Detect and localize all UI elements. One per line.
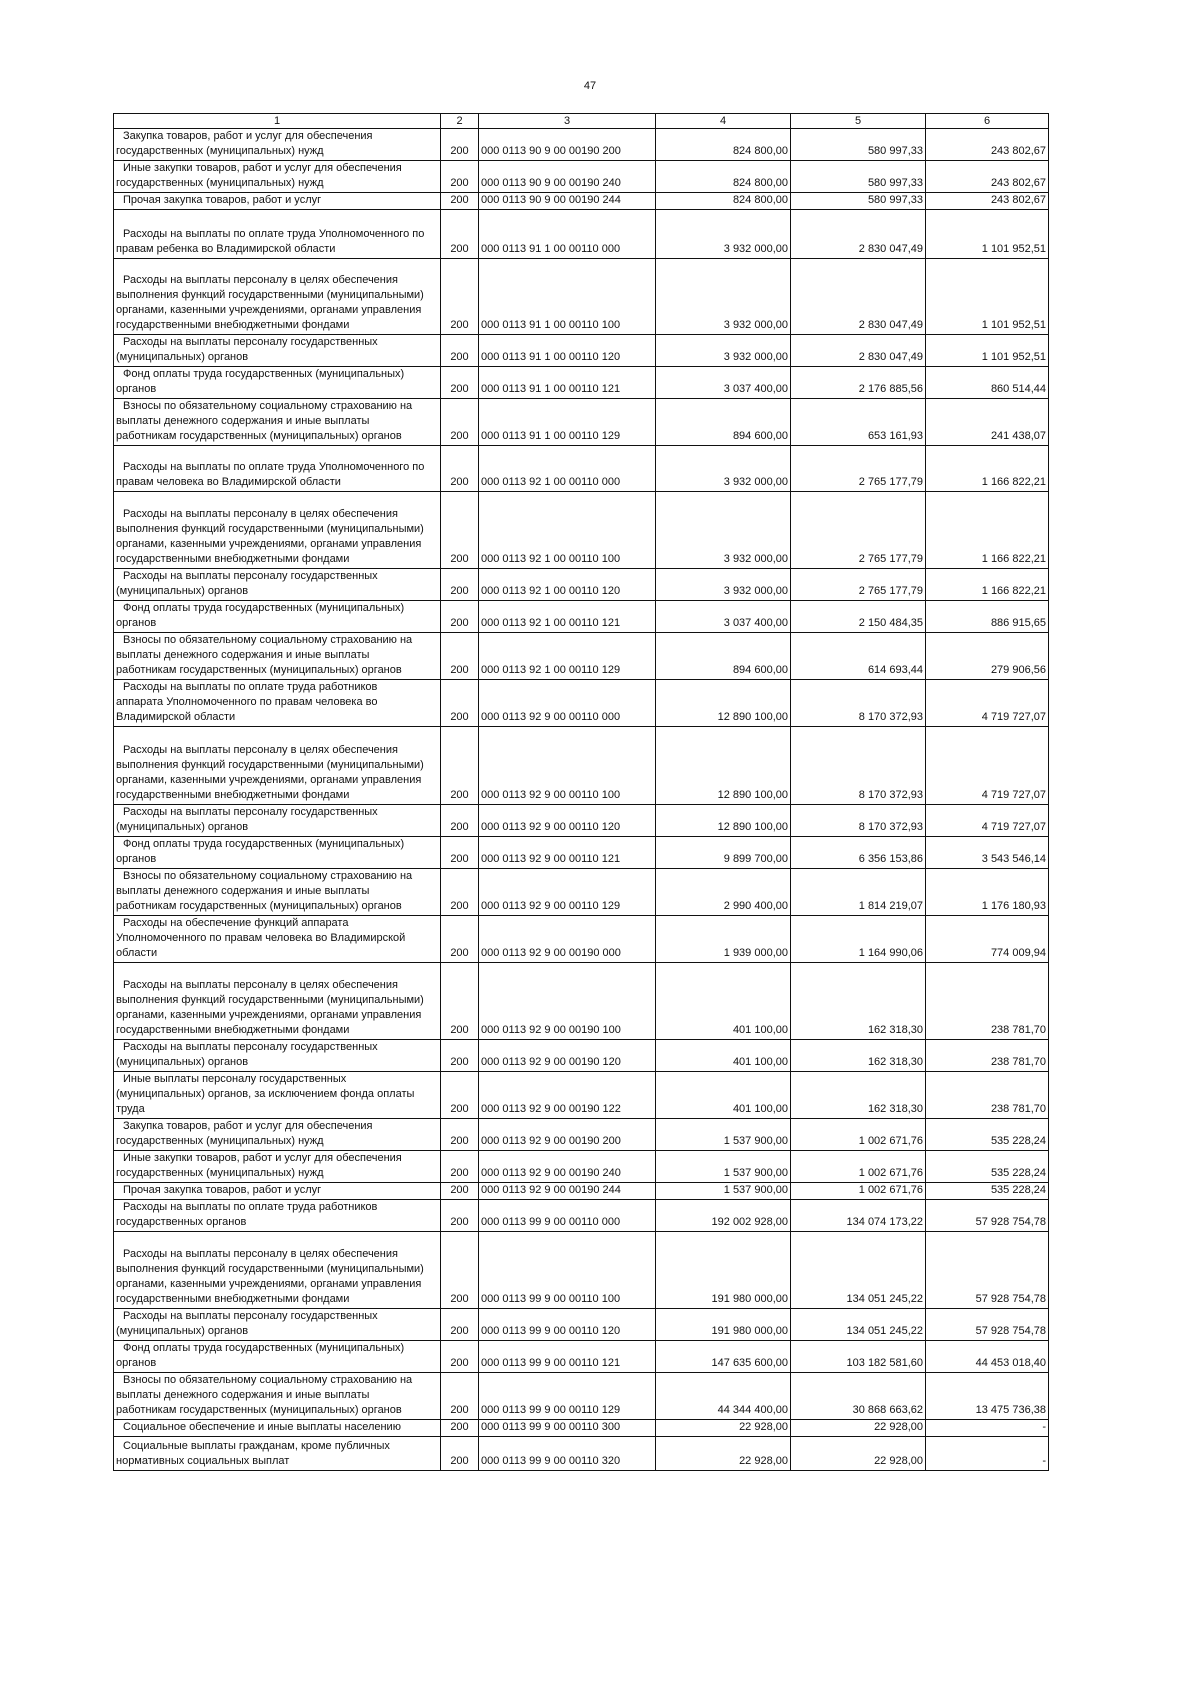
row-name-cell: Расходы на выплаты персоналу в целях обеспечения выполнения функций государственными (муниципальными) органами, казенными учреждениями, органами управления государственными внебюджетными фондами	[114, 492, 441, 569]
row-name-cell: Расходы на выплаты персоналу в целях обеспечения выполнения функций государственными (муниципальными) органами, казенными учреждениями, органами управления государственными внебюджетными фондами	[114, 727, 441, 805]
row-line-code-cell: 200	[441, 446, 479, 492]
row-classification-code-cell: 000 0113 92 9 00 00110 121	[479, 837, 656, 869]
row-classification-code-cell: 000 0113 92 9 00 00110 129	[479, 869, 656, 916]
page-number: 47	[583, 80, 597, 92]
row-col4-value: 1 537 900,00	[656, 1183, 791, 1200]
row-classification-code-cell: 000 0113 99 9 00 00110 300	[479, 1420, 656, 1437]
row-classification-code-cell: 000 0113 99 9 00 00110 100	[479, 1232, 656, 1309]
row-classification-code-cell: 000 0113 92 1 00 00110 000	[479, 446, 656, 492]
row-name-cell: Фонд оплаты труда государственных (муниципальных) органов	[114, 837, 441, 869]
row-col4-value: 12 890 100,00	[656, 680, 791, 727]
row-classification-code-cell: 000 0113 92 9 00 00110 000	[479, 680, 656, 727]
row-col5-value: 2 765 177,79	[791, 492, 926, 569]
row-col6-value: 774 009,94	[926, 916, 1049, 963]
row-col6-value: 535 228,24	[926, 1119, 1049, 1151]
row-line-code-cell: 200	[441, 492, 479, 569]
row-col5-value: 2 765 177,79	[791, 569, 926, 601]
row-col4-value: 22 928,00	[656, 1437, 791, 1471]
row-line-code-cell: 200	[441, 1040, 479, 1072]
row-col4-value: 824 800,00	[656, 161, 791, 193]
row-col5-value: 614 693,44	[791, 633, 926, 680]
row-col5-value: 8 170 372,93	[791, 680, 926, 727]
row-line-code-cell: 200	[441, 367, 479, 399]
budget-table	[113, 113, 1049, 1471]
row-classification-code-cell: 000 0113 92 1 00 00110 121	[479, 601, 656, 633]
table-row	[114, 1232, 1049, 1309]
row-col6-value: 4 719 727,07	[926, 727, 1049, 805]
table-row	[114, 161, 1049, 193]
row-col5-value: 580 997,33	[791, 129, 926, 161]
row-col6-value: -	[926, 1420, 1049, 1437]
row-col4-value: 894 600,00	[656, 633, 791, 680]
row-name-cell: Прочая закупка товаров, работ и услуг	[114, 193, 441, 210]
row-line-code-cell: 200	[441, 1232, 479, 1309]
row-line-code-cell: 200	[441, 129, 479, 161]
table-row	[114, 727, 1049, 805]
row-col5-value: 6 356 153,86	[791, 837, 926, 869]
row-col4-value: 192 002 928,00	[656, 1200, 791, 1232]
row-col5-value: 1 002 671,76	[791, 1119, 926, 1151]
row-col5-value: 2 830 047,49	[791, 210, 926, 259]
row-classification-code-cell: 000 0113 92 1 00 00110 100	[479, 492, 656, 569]
header-col-2: 2	[441, 114, 479, 129]
row-line-code-cell: 200	[441, 1183, 479, 1200]
header-row	[114, 114, 1049, 129]
row-name-cell: Прочая закупка товаров, работ и услуг	[114, 1183, 441, 1200]
row-col6-value: 1 176 180,93	[926, 869, 1049, 916]
row-col6-value: 1 166 822,21	[926, 492, 1049, 569]
row-col6-value: 243 802,67	[926, 161, 1049, 193]
row-line-code-cell: 200	[441, 1151, 479, 1183]
row-classification-code-cell: 000 0113 91 1 00 00110 000	[479, 210, 656, 259]
row-name-cell: Расходы на обеспечение функций аппарата Уполномоченного по правам человека во Владимирской области	[114, 916, 441, 963]
row-col5-value: 134 051 245,22	[791, 1309, 926, 1341]
row-name-cell: Расходы на выплаты по оплате труда Уполномоченного по правам человека во Владимирской области	[114, 446, 441, 492]
table-row	[114, 210, 1049, 259]
row-classification-code-cell: 000 0113 92 9 00 00190 122	[479, 1072, 656, 1119]
row-classification-code-cell: 000 0113 92 9 00 00110 120	[479, 805, 656, 837]
row-line-code-cell: 200	[441, 1437, 479, 1471]
row-name-cell: Закупка товаров, работ и услуг для обеспечения государственных (муниципальных) нужд	[114, 1119, 441, 1151]
row-col4-value: 1 939 000,00	[656, 916, 791, 963]
row-classification-code-cell: 000 0113 91 1 00 00110 121	[479, 367, 656, 399]
row-line-code-cell: 200	[441, 399, 479, 446]
row-col4-value: 401 100,00	[656, 1072, 791, 1119]
table-row	[114, 916, 1049, 963]
row-col6-value: -	[926, 1437, 1049, 1471]
row-name-cell: Взносы по обязательному социальному страхованию на выплаты денежного содержания и иные выплаты работникам государственных (муниципальных) органов	[114, 1373, 441, 1420]
row-col4-value: 22 928,00	[656, 1420, 791, 1437]
row-col5-value: 1 814 219,07	[791, 869, 926, 916]
table-row	[114, 963, 1049, 1040]
row-name-cell: Расходы на выплаты по оплате труда работников аппарата Уполномоченного по правам человека во Владимирской области	[114, 680, 441, 727]
table-row	[114, 1072, 1049, 1119]
row-col5-value: 1 002 671,76	[791, 1183, 926, 1200]
table-row	[114, 193, 1049, 210]
row-col6-value: 4 719 727,07	[926, 805, 1049, 837]
table-row	[114, 869, 1049, 916]
row-col5-value: 22 928,00	[791, 1420, 926, 1437]
table-header	[114, 114, 1049, 129]
row-col4-value: 1 537 900,00	[656, 1119, 791, 1151]
row-col6-value: 57 928 754,78	[926, 1200, 1049, 1232]
row-line-code-cell: 200	[441, 680, 479, 727]
row-col5-value: 162 318,30	[791, 1040, 926, 1072]
row-line-code-cell: 200	[441, 963, 479, 1040]
table-row	[114, 399, 1049, 446]
row-col4-value: 3 037 400,00	[656, 601, 791, 633]
row-col4-value: 2 990 400,00	[656, 869, 791, 916]
row-col4-value: 12 890 100,00	[656, 727, 791, 805]
row-col6-value: 1 101 952,51	[926, 210, 1049, 259]
row-classification-code-cell: 000 0113 90 9 00 00190 240	[479, 161, 656, 193]
row-col4-value: 1 537 900,00	[656, 1151, 791, 1183]
row-line-code-cell: 200	[441, 805, 479, 837]
row-col4-value: 401 100,00	[656, 1040, 791, 1072]
row-name-cell: Социальные выплаты гражданам, кроме публичных нормативных социальных выплат	[114, 1437, 441, 1471]
row-name-cell: Расходы на выплаты персоналу государственных (муниципальных) органов	[114, 1309, 441, 1341]
row-name-cell: Расходы на выплаты персоналу государственных (муниципальных) органов	[114, 335, 441, 367]
table-row	[114, 1183, 1049, 1200]
row-col6-value: 535 228,24	[926, 1183, 1049, 1200]
row-col5-value: 2 176 885,56	[791, 367, 926, 399]
table-row	[114, 1119, 1049, 1151]
row-col6-value: 243 802,67	[926, 193, 1049, 210]
row-classification-code-cell: 000 0113 99 9 00 00110 320	[479, 1437, 656, 1471]
row-classification-code-cell: 000 0113 92 1 00 00110 129	[479, 633, 656, 680]
row-col6-value: 1 101 952,51	[926, 335, 1049, 367]
row-col6-value: 860 514,44	[926, 367, 1049, 399]
row-name-cell: Расходы на выплаты по оплате труда Уполномоченного по правам ребенка во Владимирской области	[114, 210, 441, 259]
table-row	[114, 492, 1049, 569]
row-col6-value: 57 928 754,78	[926, 1232, 1049, 1309]
row-col5-value: 1 002 671,76	[791, 1151, 926, 1183]
table-row	[114, 633, 1049, 680]
row-col6-value: 1 166 822,21	[926, 569, 1049, 601]
row-col4-value: 3 932 000,00	[656, 569, 791, 601]
row-col5-value: 2 150 484,35	[791, 601, 926, 633]
row-line-code-cell: 200	[441, 193, 479, 210]
row-name-cell: Фонд оплаты труда государственных (муниципальных) органов	[114, 601, 441, 633]
row-name-cell: Социальное обеспечение и иные выплаты населению	[114, 1420, 441, 1437]
row-line-code-cell: 200	[441, 210, 479, 259]
row-col4-value: 894 600,00	[656, 399, 791, 446]
row-col5-value: 1 164 990,06	[791, 916, 926, 963]
table-row	[114, 129, 1049, 161]
row-line-code-cell: 200	[441, 1200, 479, 1232]
table-row	[114, 1437, 1049, 1471]
header-col-4: 4	[656, 114, 791, 129]
row-col5-value: 22 928,00	[791, 1437, 926, 1471]
row-classification-code-cell: 000 0113 92 9 00 00190 000	[479, 916, 656, 963]
row-name-cell: Расходы на выплаты персоналу в целях обеспечения выполнения функций государственными (муниципальными) органами, казенными учреждениями, органами управления государственными внебюджетными фондами	[114, 1232, 441, 1309]
row-col6-value: 238 781,70	[926, 963, 1049, 1040]
row-col4-value: 401 100,00	[656, 963, 791, 1040]
row-col6-value: 44 453 018,40	[926, 1341, 1049, 1373]
row-line-code-cell: 200	[441, 1072, 479, 1119]
row-name-cell: Иные выплаты персоналу государственных (муниципальных) органов, за исключением фонда оплаты труда	[114, 1072, 441, 1119]
row-classification-code-cell: 000 0113 92 9 00 00110 100	[479, 727, 656, 805]
row-line-code-cell: 200	[441, 916, 479, 963]
row-col4-value: 3 932 000,00	[656, 210, 791, 259]
row-col4-value: 824 800,00	[656, 193, 791, 210]
row-col4-value: 147 635 600,00	[656, 1341, 791, 1373]
table-row	[114, 1309, 1049, 1341]
row-classification-code-cell: 000 0113 90 9 00 00190 244	[479, 193, 656, 210]
row-col5-value: 2 830 047,49	[791, 335, 926, 367]
table-row	[114, 446, 1049, 492]
row-col5-value: 162 318,30	[791, 1072, 926, 1119]
row-classification-code-cell: 000 0113 92 9 00 00190 240	[479, 1151, 656, 1183]
table-row	[114, 1040, 1049, 1072]
row-classification-code-cell: 000 0113 92 1 00 00110 120	[479, 569, 656, 601]
row-classification-code-cell: 000 0113 92 9 00 00190 244	[479, 1183, 656, 1200]
row-name-cell: Расходы на выплаты по оплате труда работников государственных органов	[114, 1200, 441, 1232]
row-col6-value: 1 101 952,51	[926, 259, 1049, 335]
row-name-cell: Расходы на выплаты персоналу в целях обеспечения выполнения функций государственными (муниципальными) органами, казенными учреждениями, органами управления государственными внебюджетными фондами	[114, 259, 441, 335]
row-name-cell: Закупка товаров, работ и услуг для обеспечения государственных (муниципальных) нужд	[114, 129, 441, 161]
row-line-code-cell: 200	[441, 601, 479, 633]
row-col6-value: 238 781,70	[926, 1072, 1049, 1119]
row-col5-value: 8 170 372,93	[791, 805, 926, 837]
row-classification-code-cell: 000 0113 99 9 00 00110 000	[479, 1200, 656, 1232]
row-line-code-cell: 200	[441, 1420, 479, 1437]
table-row	[114, 1151, 1049, 1183]
row-name-cell: Иные закупки товаров, работ и услуг для обеспечения государственных (муниципальных) нужд	[114, 1151, 441, 1183]
row-line-code-cell: 200	[441, 1119, 479, 1151]
table-row	[114, 1373, 1049, 1420]
row-col6-value: 13 475 736,38	[926, 1373, 1049, 1420]
table-row	[114, 837, 1049, 869]
row-col5-value: 2 765 177,79	[791, 446, 926, 492]
row-col6-value: 886 915,65	[926, 601, 1049, 633]
row-line-code-cell: 200	[441, 1373, 479, 1420]
row-col6-value: 238 781,70	[926, 1040, 1049, 1072]
row-col4-value: 3 932 000,00	[656, 259, 791, 335]
table-body	[114, 129, 1049, 1471]
row-name-cell: Фонд оплаты труда государственных (муниципальных) органов	[114, 367, 441, 399]
row-line-code-cell: 200	[441, 335, 479, 367]
row-name-cell: Фонд оплаты труда государственных (муниципальных) органов	[114, 1341, 441, 1373]
row-classification-code-cell: 000 0113 92 9 00 00190 120	[479, 1040, 656, 1072]
row-line-code-cell: 200	[441, 569, 479, 601]
row-line-code-cell: 200	[441, 727, 479, 805]
row-col4-value: 3 932 000,00	[656, 335, 791, 367]
table-row	[114, 805, 1049, 837]
row-col5-value: 103 182 581,60	[791, 1341, 926, 1373]
row-col4-value: 3 932 000,00	[656, 446, 791, 492]
row-col5-value: 162 318,30	[791, 963, 926, 1040]
row-col4-value: 3 037 400,00	[656, 367, 791, 399]
row-col4-value: 3 932 000,00	[656, 492, 791, 569]
row-col5-value: 2 830 047,49	[791, 259, 926, 335]
table-row	[114, 367, 1049, 399]
row-col6-value: 241 438,07	[926, 399, 1049, 446]
row-col6-value: 279 906,56	[926, 633, 1049, 680]
row-line-code-cell: 200	[441, 633, 479, 680]
row-col6-value: 4 719 727,07	[926, 680, 1049, 727]
row-line-code-cell: 200	[441, 1341, 479, 1373]
row-col4-value: 191 980 000,00	[656, 1309, 791, 1341]
row-line-code-cell: 200	[441, 837, 479, 869]
header-col-3: 3	[479, 114, 656, 129]
row-col4-value: 824 800,00	[656, 129, 791, 161]
table-row	[114, 259, 1049, 335]
table-row	[114, 569, 1049, 601]
row-name-cell: Взносы по обязательному социальному страхованию на выплаты денежного содержания и иные выплаты работникам государственных (муниципальных) органов	[114, 633, 441, 680]
row-col4-value: 9 899 700,00	[656, 837, 791, 869]
row-line-code-cell: 200	[441, 1309, 479, 1341]
row-col5-value: 30 868 663,62	[791, 1373, 926, 1420]
table-row	[114, 1341, 1049, 1373]
row-col6-value: 243 802,67	[926, 129, 1049, 161]
header-col-6: 6	[926, 114, 1049, 129]
row-classification-code-cell: 000 0113 99 9 00 00110 129	[479, 1373, 656, 1420]
row-col4-value: 12 890 100,00	[656, 805, 791, 837]
row-col6-value: 57 928 754,78	[926, 1309, 1049, 1341]
row-classification-code-cell: 000 0113 99 9 00 00110 120	[479, 1309, 656, 1341]
row-classification-code-cell: 000 0113 91 1 00 00110 129	[479, 399, 656, 446]
row-col5-value: 134 074 173,22	[791, 1200, 926, 1232]
row-col5-value: 580 997,33	[791, 193, 926, 210]
row-col5-value: 8 170 372,93	[791, 727, 926, 805]
table-row	[114, 1420, 1049, 1437]
table-row	[114, 601, 1049, 633]
table-row	[114, 680, 1049, 727]
row-name-cell: Взносы по обязательному социальному страхованию на выплаты денежного содержания и иные выплаты работникам государственных (муниципальных) органов	[114, 399, 441, 446]
table-row	[114, 335, 1049, 367]
row-col6-value: 1 166 822,21	[926, 446, 1049, 492]
row-col5-value: 134 051 245,22	[791, 1232, 926, 1309]
row-classification-code-cell: 000 0113 91 1 00 00110 100	[479, 259, 656, 335]
row-classification-code-cell: 000 0113 91 1 00 00110 120	[479, 335, 656, 367]
row-classification-code-cell: 000 0113 99 9 00 00110 121	[479, 1341, 656, 1373]
row-col4-value: 191 980 000,00	[656, 1232, 791, 1309]
row-line-code-cell: 200	[441, 869, 479, 916]
header-col-1: 1	[114, 114, 441, 129]
row-name-cell: Расходы на выплаты персоналу в целях обеспечения выполнения функций государственными (муниципальными) органами, казенными учреждениями, органами управления государственными внебюджетными фондами	[114, 963, 441, 1040]
header-col-5: 5	[791, 114, 926, 129]
row-col6-value: 3 543 546,14	[926, 837, 1049, 869]
table-row	[114, 1200, 1049, 1232]
row-name-cell: Взносы по обязательному социальному страхованию на выплаты денежного содержания и иные выплаты работникам государственных (муниципальных) органов	[114, 869, 441, 916]
row-classification-code-cell: 000 0113 92 9 00 00190 100	[479, 963, 656, 1040]
row-col5-value: 653 161,93	[791, 399, 926, 446]
row-name-cell: Расходы на выплаты персоналу государственных (муниципальных) органов	[114, 1040, 441, 1072]
row-line-code-cell: 200	[441, 161, 479, 193]
row-name-cell: Расходы на выплаты персоналу государственных (муниципальных) органов	[114, 805, 441, 837]
row-name-cell: Иные закупки товаров, работ и услуг для обеспечения государственных (муниципальных) нужд	[114, 161, 441, 193]
row-classification-code-cell: 000 0113 90 9 00 00190 200	[479, 129, 656, 161]
row-classification-code-cell: 000 0113 92 9 00 00190 200	[479, 1119, 656, 1151]
row-col5-value: 580 997,33	[791, 161, 926, 193]
row-name-cell: Расходы на выплаты персоналу государственных (муниципальных) органов	[114, 569, 441, 601]
row-col4-value: 44 344 400,00	[656, 1373, 791, 1420]
row-col6-value: 535 228,24	[926, 1151, 1049, 1183]
row-line-code-cell: 200	[441, 259, 479, 335]
